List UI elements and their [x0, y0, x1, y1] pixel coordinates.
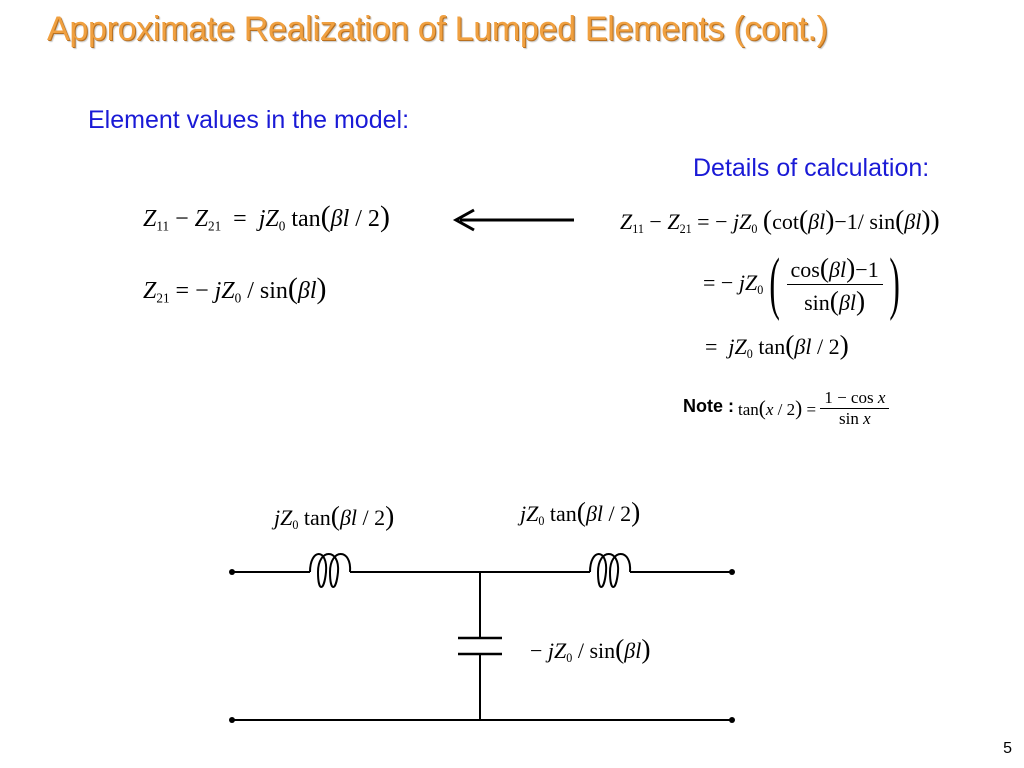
terminal-bottom-right: [729, 717, 735, 723]
terminal-bottom-left: [229, 717, 235, 723]
terminal-top-left: [229, 569, 235, 575]
note-label: Note :: [683, 396, 734, 417]
equation-z21: $Z_{21}$ = − $jZ_0 / \sin(\beta l)$: [143, 272, 327, 306]
element-values-heading: Element values in the model:: [88, 106, 410, 134]
series-left-label: $jZ_0$ tan(βl / 2): [274, 500, 395, 533]
detail-line-1: $Z_{11} - Z_{21}$ = − $jZ_0$ (cot(βl)−1/ sin(βl)): [620, 204, 940, 237]
terminal-top-right: [729, 569, 735, 575]
series-right-label: $jZ_0$ tan(βl / 2): [520, 496, 641, 529]
equation-z11-minus-z21: $Z_{11} - Z_{21} = jZ_0$ tan(βl / 2): [143, 200, 390, 234]
note: Note : tan(x / 2) = $\frac{\text{1 − cos x}}{\text{sin x}}$: [683, 388, 889, 429]
detail-line-3: = $jZ_0$ tan(βl / 2): [705, 329, 849, 362]
slide-title: Approximate Realization of Lumped Elements (cont.): [47, 10, 828, 48]
details-heading: Details of calculation:: [693, 154, 930, 182]
inductor-right-icon: [590, 554, 630, 587]
detail-line-2: = − $jZ_0$( $\frac{\cos(\beta l)-1}{\sin(\beta l)}$ ): [703, 245, 900, 322]
page-number: 5: [1003, 740, 1012, 757]
inductor-left-icon: [310, 554, 350, 587]
shunt-label: − $jZ_0 / \sin(\beta l)$: [530, 633, 651, 666]
